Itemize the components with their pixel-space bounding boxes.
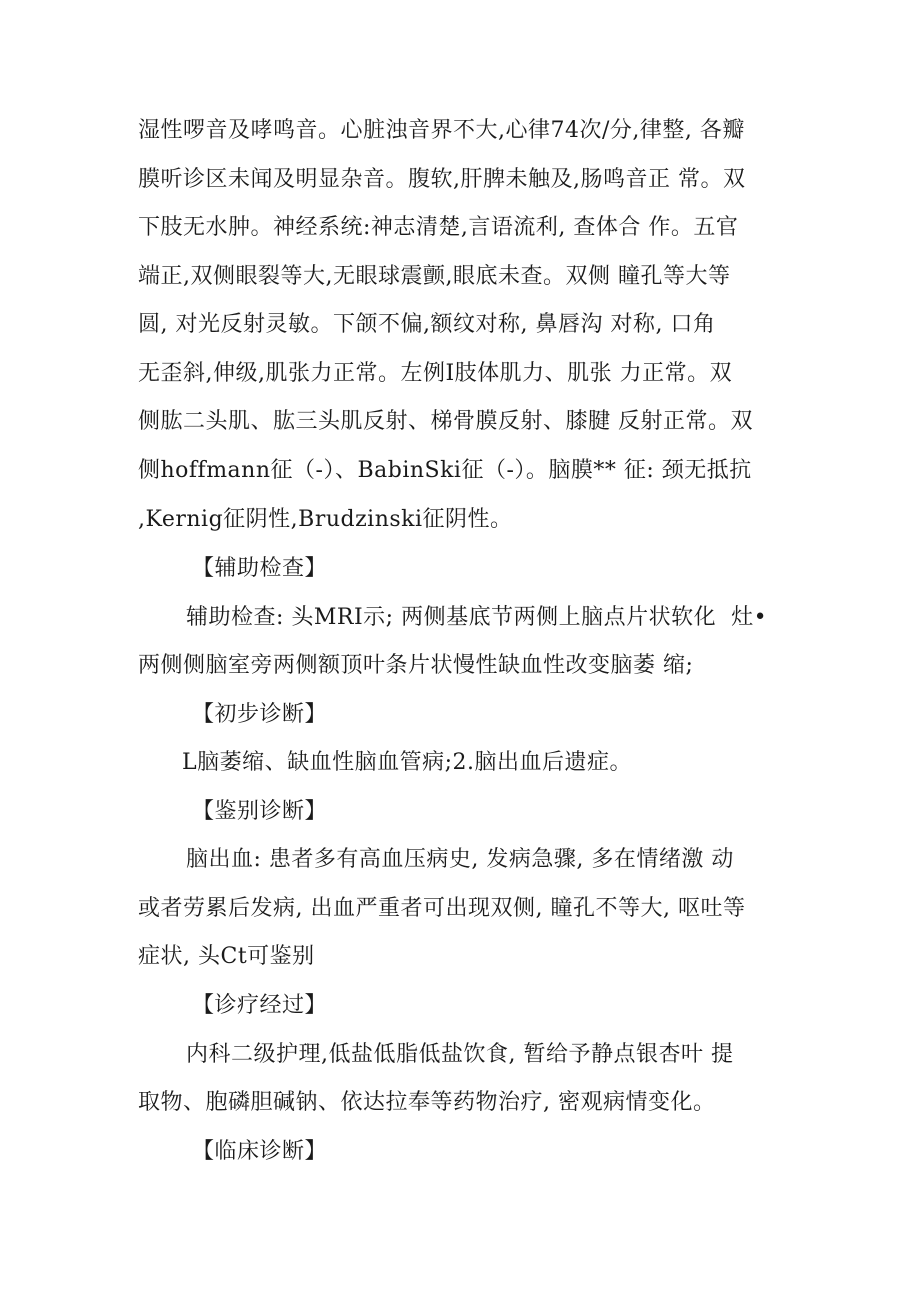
diff-text-line: 脑出血: 患者多有高血压病史, 发病急骤, 多在情绪激 动 <box>186 847 734 872</box>
diff-text-line: 或者劳累后发病, 出血严重者可出现双侧, 瞳孔不等大, 呕吐等 <box>138 896 746 921</box>
exam-text-line: 端正,双侧眼裂等大,无眼球震颤,眼底未查。双侧 瞳孔等大等 <box>138 264 731 289</box>
prelim-text-line: L脑萎缩、缺血性脑血管病;2.脑出血后遗症。 <box>182 750 633 775</box>
aux-text-line: 辅助检查: 头MRI示; 两侧基底节两侧上脑点片状软化 灶• <box>186 605 768 630</box>
exam-text-line: 膜听诊区未闻及明显杂音。腹软,肝脾未触及,肠鸣音正 常。双 <box>138 167 746 192</box>
section-heading-preliminary-diagnosis: 【初步诊断】 <box>192 702 328 727</box>
exam-text-line: 无歪斜,伸级,肌张力正常。左例I肢体肌力、肌张 力正常。双 <box>138 361 733 386</box>
exam-text-line: 侧hoffmann征（-）、BabinSki征（-）。脑膜** 征: 颈无抵抗 <box>138 458 752 483</box>
exam-text-line: 湿性啰音及哮鸣音。心脏浊音界不大,心律74次/分,律整, 各瓣 <box>138 118 745 143</box>
section-heading-auxiliary-exam: 【辅助检查】 <box>192 556 328 581</box>
treat-text-line: 取物、胞磷胆碱钠、依达拉奉等药物治疗, 密观病情变化。 <box>138 1090 716 1115</box>
aux-text-line: 两侧侧脑室旁两侧额顶叶条片状慢性缺血性改变脑萎 缩; <box>138 653 694 678</box>
exam-text-line: 下肢无水肿。神经系统:神志清楚,言语流利, 查体合 作。五官 <box>138 215 739 240</box>
exam-text-line: ,Kernig征阴性,Brudzinski征阴性。 <box>138 507 513 532</box>
diff-text-line: 症状, 头Ct可鉴别 <box>138 944 315 969</box>
section-heading-treatment-course: 【诊疗经过】 <box>192 993 328 1018</box>
exam-text-line: 圆, 对光反射灵敏。下颌不偏,额纹对称, 鼻唇沟 对称, 口角 <box>138 312 716 337</box>
section-heading-clinical-diagnosis: 【临床诊断】 <box>192 1139 328 1164</box>
section-heading-differential-diagnosis: 【鉴别诊断】 <box>192 799 328 824</box>
treat-text-line: 内科二级护理,低盐低脂低盐饮食, 暂给予静点银杏叶 提 <box>186 1042 734 1067</box>
exam-text-line: 侧肱二头肌、肱三头肌反射、梯骨膜反射、膝腱 反射正常。双 <box>138 409 753 434</box>
